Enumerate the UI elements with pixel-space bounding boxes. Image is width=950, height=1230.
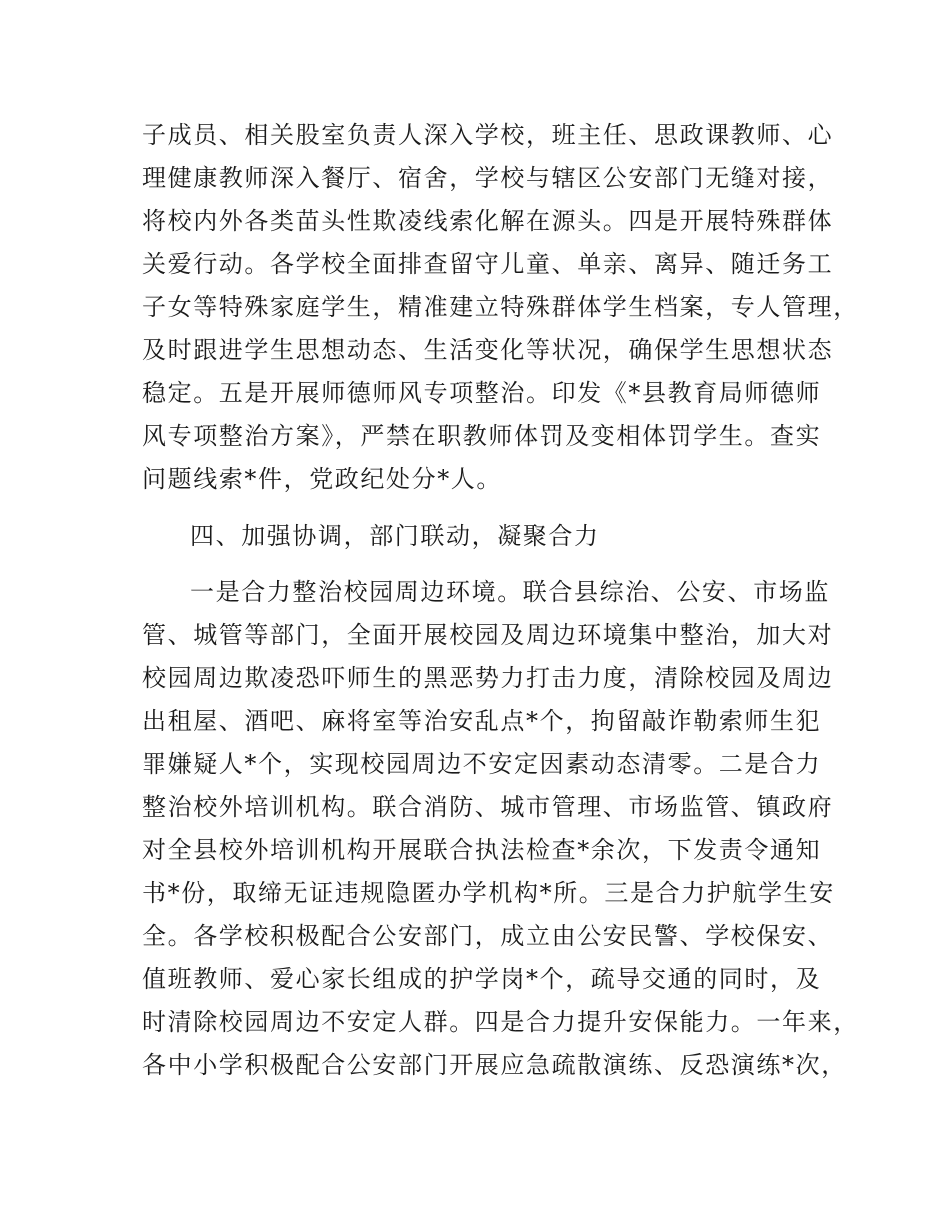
paragraph-line: 管、城管等部门，全面开展校园及周边环境集中整治，加大对 (142, 621, 834, 649)
paragraph-line: 一是合力整治校园周边环境。联合县综治、公安、市场监 (190, 578, 830, 606)
paragraph-line: 罪嫌疑人*个，实现校园周边不安定因素动态清零。二是合力 (142, 750, 822, 778)
paragraph-line: 稳定。五是开展师德师风专项整治。印发《*县教育局师德师 (142, 379, 822, 407)
paragraph-line: 整治校外培训机构。联合消防、城市管理、市场监管、镇政府 (142, 793, 834, 821)
paragraph-line: 全。各学校积极配合公安部门，成立由公安民警、学校保安、 (142, 922, 834, 950)
paragraph-line: 问题线索*件，党政纪处分*人。 (142, 465, 502, 493)
paragraph-line: 理健康教师深入餐厅、宿舍，学校与辖区公安部门无缝对接， (142, 164, 834, 192)
paragraph-line: 将校内外各类苗头性欺凌线索化解在源头。四是开展特殊群体 (142, 207, 834, 235)
paragraph-line: 子成员、相关股室负责人深入学校，班主任、思政课教师、心 (142, 121, 834, 149)
paragraph-line: 校园周边欺凌恐吓师生的黑恶势力打击力度，清除校园及周边 (142, 664, 834, 692)
paragraph-line: 及时跟进学生思想动态、生活变化等状况，确保学生思想状态 (142, 336, 834, 364)
paragraph-line: 各中小学积极配合公安部门开展应急疏散演练、反恐演练*次， (142, 1051, 847, 1079)
paragraph-line: 子女等特殊家庭学生，精准建立特殊群体学生档案，专人管理， (142, 293, 859, 321)
paragraph-line: 对全县校外培训机构开展联合执法检查*余次，下发责令通知 (142, 836, 822, 864)
paragraph-line: 出租屋、酒吧、麻将室等治安乱点*个，拘留敲诈勒索师生犯 (142, 707, 822, 735)
paragraph-line: 时清除校园周边不安定人群。四是合力提升安保能力。一年来， (142, 1008, 859, 1036)
paragraph-line: 书*份，取缔无证违规隐匿办学机构*所。三是合力护航学生安 (142, 879, 835, 907)
paragraph-line: 风专项整治方案》，严禁在职教师体罚及变相体罚学生。查实 (142, 422, 822, 450)
paragraph-line: 值班教师、爱心家长组成的护学岗*个，疏导交通的同时，及 (142, 965, 822, 993)
section-heading: 四、加强协调，部门联动，凝聚合力 (190, 522, 600, 550)
paragraph-line: 关爱行动。各学校全面排查留守儿童、单亲、离异、随迁务工 (142, 250, 834, 278)
